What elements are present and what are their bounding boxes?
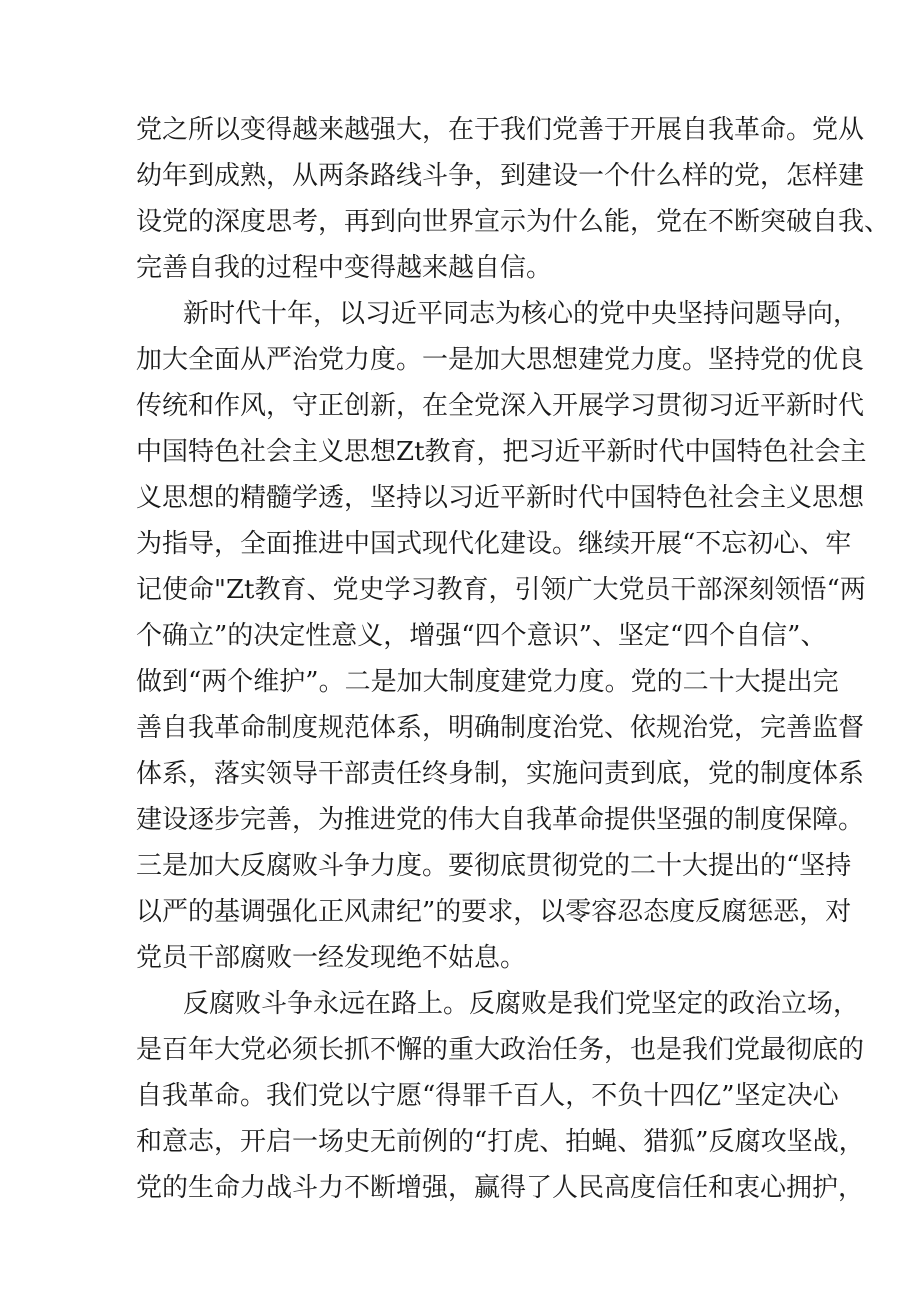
text-line: 幼年到成熟，从两条路线斗争，到建设一个什么样的党，怎样建 [136,161,865,191]
text-line: 完善自我的过程中变得越来越自信。 [136,253,553,283]
text-line: 党员干部腐败一经发现绝不姑息。 [136,943,527,973]
text-line: 设党的深度思考，再到向世界宣示为什么能，党在不断突破自我、 [136,207,891,237]
text-line: 和意志，开启一场史无前例的“打虎、拍蝇、猎狐”反腐攻坚战， [136,1127,865,1157]
text-line: 党的生命力战斗力不断增强，赢得了人民高度信任和衷心拥护， [136,1173,865,1203]
text-line: 为指导，全面推进中国式现代化建设。继续开展“不忘初心、牢 [136,529,852,559]
paragraph-first-line: 反腐败斗争永远在路上。反腐败是我们党坚定的政治立场， [183,989,860,1019]
text-line: 做到“两个维护”。二是加大制度建党力度。党的二十大提出完 [136,667,839,697]
text-line: 党之所以变得越来越强大，在于我们党善于开展自我革命。党从 [136,115,865,145]
text-line: 善自我革命制度规范体系，明确制度治党、依规治党，完善监督 [136,713,865,743]
text-line: 自我革命。我们党以宁愿“得罪千百人，不负十四亿”坚定决心 [136,1081,839,1111]
text-line: 中国特色社会主义思想Zt教育，把习近平新时代中国特色社会主 [136,437,867,467]
paragraph-first-line: 新时代十年，以习近平同志为核心的党中央坚持问题导向， [183,299,860,329]
text-line: 体系，落实领导干部责任终身制，实施问责到底，党的制度体系 [136,759,865,789]
text-line: 加大全面从严治党力度。一是加大思想建党力度。坚持党的优良 [136,345,865,375]
text-line: 以严的基调强化正风肃纪”的要求，以零容忍态度反腐惩恶，对 [136,897,852,927]
text-line: 义思想的精髓学透，坚持以习近平新时代中国特色社会主义思想 [136,483,865,513]
text-line: 建设逐步完善，为推进党的伟大自我革命提供坚强的制度保障。 [136,805,865,835]
text-line: 三是加大反腐败斗争力度。要彻底贯彻党的二十大提出的“坚持 [136,851,852,881]
text-line: 是百年大党必须长抓不懈的重大政治任务，也是我们党最彻底的 [136,1035,865,1065]
text-line: 记使命"Zt教育、党史学习教育，引领广大党员干部深刻领悟“两 [136,575,866,605]
text-line: 传统和作风，守正创新，在全党深入开展学习贯彻习近平新时代 [136,391,865,421]
text-line: 个确立”的决定性意义，增强“四个意识”、坚定“四个自信”、 [136,621,827,651]
